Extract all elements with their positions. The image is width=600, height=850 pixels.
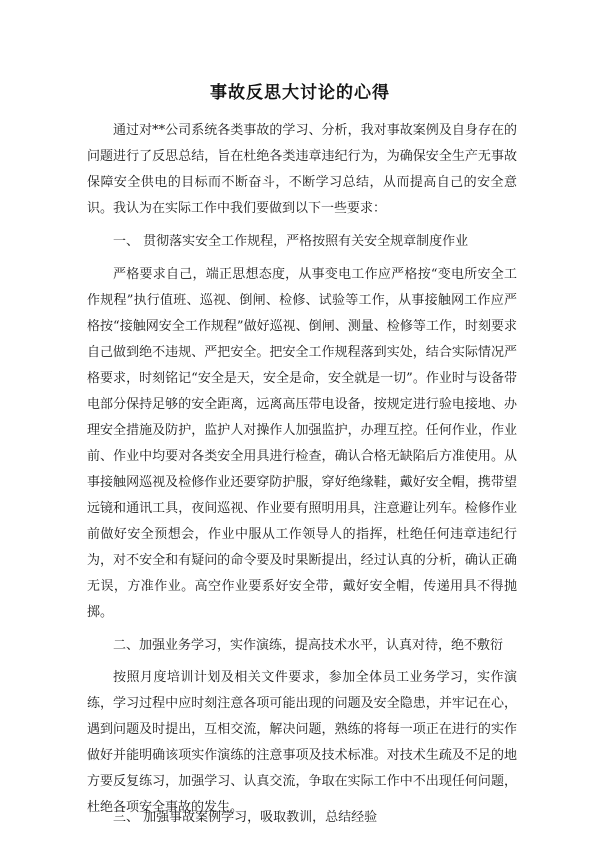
intro-paragraph: 通过对**公司系统各类事故的学习、分析，我对事故案例及自身存在的问题进行了反思总结，旨在杜绝各类违章违纪行为，为确保安全生产无事故保障安全供电的目标而不断奋斗，不断学习总结，从而提高自己的安全意识。我认为在实际工作中我们要做到以下一些要求： [87, 123, 517, 216]
section-body-2: 按照月度培训计划及相关文件要求，参加全体员工业务学习，实作演练，学习过程中应时刻注意各项可能出现的问题及安全隐患，并牢记在心，遇到问题及时提出，互相交流，解决问题，熟练的将每一项正在进行的实作做好并能明确该项实作演练的注意事项及技术标准。对技术生疏及不足的地方要反复练习，加强学习、认真交流，争取在实际工作中不出现任何问题，杜绝各项安全事故的发生。 [87, 670, 517, 815]
section-heading-3: 三、 加强事故案例学习，吸取教训，总结经验 [113, 810, 378, 825]
document-title: 事故反思大讨论的心得 [210, 83, 390, 103]
section-body-1: 严格要求自己，端正思想态度，从事变电工作应严格按“变电所安全工作规程”执行值班、巡视、倒闸、检修、试验等工作，从事接触网工作应严格按“接触网安全工作规程”做好巡视、倒闸、测量、检修等工作，时刻要求自己做到绝不违规、严把安全。把安全工作规程落到实处，结合实际情况严格要求，时刻铭记“安全是天，安全是命，安全就是一切”。作业时与设备带电部分保持足够的安全距离，远离高压带电设备，按规定进行验电接地、办理安全措施及防护，监护人对操作人加强监护，办理互控。任何作业，作业前、作业中均要对各类安全用具进行检查，确认合格无缺陷后方准使用。从事接触网巡视及检修作业还要穿防护服，穿好绝缘鞋，戴好安全帽，携带望远镜和通讯工具，夜间巡视、作业要有照明用具，注意避让列车。检修作业前做好安全预想会，作业中服从工作领导人的指挥，杜绝任何违章违纪行为，对不安全和有疑问的命令要及时果断提出，经过认真的分析，确认正确无误，方准作业。高空作业要系好安全带，戴好安全帽，传递用具不得抛掷。 [87, 267, 517, 620]
section-heading-1: 一、 贯彻落实安全工作规程，严格按照有关安全规章制度作业 [113, 234, 469, 249]
section-heading-2: 二、加强业务学习，实作演练，提高技术水平，认真对待，绝不敷衍 [113, 638, 504, 653]
